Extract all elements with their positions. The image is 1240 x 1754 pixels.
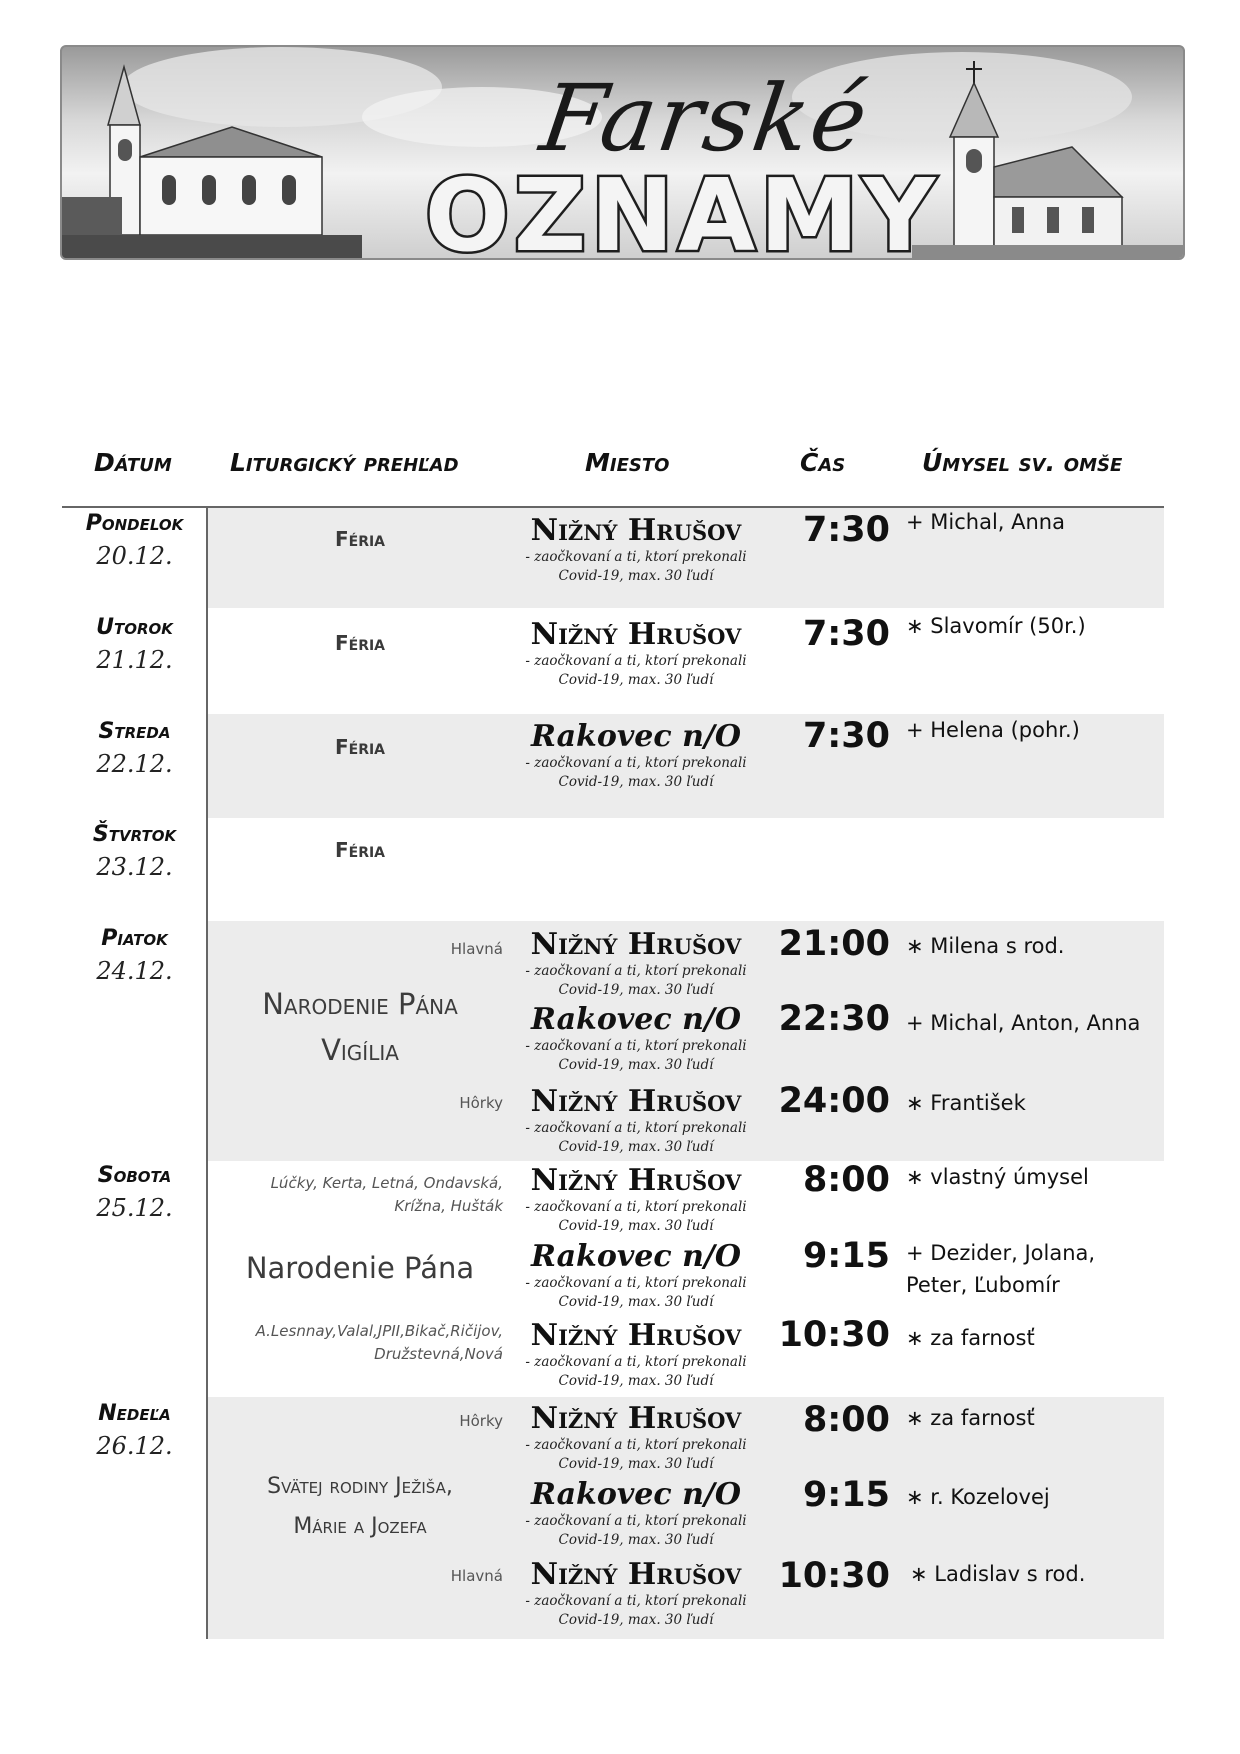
- mass-time: 7:30: [802, 510, 890, 550]
- day-date: 26.12.: [96, 1432, 173, 1460]
- mass-note: [220, 1172, 503, 1218]
- liturgy-thursday: Féria: [334, 838, 386, 862]
- mass-place: [510, 720, 762, 792]
- mass-time: 21:00: [778, 924, 890, 964]
- day-sunday: [62, 1401, 207, 1460]
- header-banner: [60, 45, 1185, 260]
- place-name: Nižný Hrušov: [530, 617, 742, 652]
- place-note-line2: Covid-19, max. 30 ľudí: [558, 1456, 714, 1472]
- place-note-line1: - zaočkovaní a ti, ktorí prekonali: [525, 549, 747, 565]
- place-note-line1: - zaočkovaní a ti, ktorí prekonali: [525, 1513, 747, 1529]
- place-note-line1: - zaočkovaní a ti, ktorí prekonali: [525, 1275, 747, 1291]
- liturgy-line1: Narodenie Pána: [262, 987, 458, 1021]
- day-name: Piatok: [101, 926, 168, 951]
- mass-time: 7:30: [802, 614, 890, 654]
- day-date: 23.12.: [96, 853, 173, 881]
- liturgy-sunday: [220, 1467, 500, 1547]
- place-note-line1: - zaočkovaní a ti, ktorí prekonali: [525, 1120, 747, 1136]
- mass-place: [510, 1558, 762, 1630]
- place-note-line1: - zaočkovaní a ti, ktorí prekonali: [525, 1593, 747, 1609]
- day-monday: [62, 511, 207, 570]
- mass-place: [510, 1319, 762, 1391]
- mass-intention: ∗ vlastný úmysel: [906, 1165, 1089, 1189]
- day-name: Sobota: [97, 1163, 172, 1188]
- place-name: Rakovec n/O: [531, 1239, 741, 1274]
- mass-note: [220, 1320, 503, 1366]
- place-note-line1: - zaočkovaní a ti, ktorí prekonali: [525, 1354, 747, 1370]
- place-note-line2: Covid-19, max. 30 ľudí: [558, 1532, 714, 1548]
- mass-place: [510, 1164, 762, 1236]
- mass-note: Hôrky: [459, 1412, 503, 1430]
- mass-intention: ∗ Ladislav s rod.: [910, 1562, 1086, 1586]
- place-note-line1: - zaočkovaní a ti, ktorí prekonali: [525, 963, 747, 979]
- mass-place: [510, 1240, 762, 1312]
- day-name: Streda: [98, 719, 171, 744]
- day-date: 22.12.: [96, 750, 173, 778]
- day-name: Nedeľa: [98, 1401, 171, 1426]
- place-note-line2: Covid-19, max. 30 ľudí: [558, 774, 714, 790]
- place-name: Nižný Hrušov: [530, 1084, 742, 1119]
- mass-note: Hôrky: [459, 1094, 503, 1112]
- place-name: Nižný Hrušov: [530, 1557, 742, 1592]
- mass-time: 10:30: [778, 1556, 890, 1596]
- mass-note: Hlavná: [450, 1567, 503, 1585]
- mass-place: [510, 1085, 762, 1157]
- mass-time: 22:30: [778, 999, 890, 1039]
- mass-note-line1: Lúčky, Kerta, Letná, Ondavská,: [270, 1174, 503, 1192]
- header-intention: Úmysel sv. omše: [922, 448, 1123, 477]
- liturgy-tuesday: Féria: [334, 631, 386, 655]
- place-note-line2: Covid-19, max. 30 ľudí: [558, 1139, 714, 1155]
- place-note-line2: Covid-19, max. 30 ľudí: [558, 568, 714, 584]
- mass-intention: ∗ Slavomír (50r.): [906, 614, 1086, 638]
- mass-intention: ∗ František: [906, 1091, 1026, 1115]
- mass-place: [510, 928, 762, 1000]
- liturgy-wednesday: Féria: [334, 735, 386, 759]
- place-note-line1: - zaočkovaní a ti, ktorí prekonali: [525, 1437, 747, 1453]
- place-name: Nižný Hrušov: [530, 513, 742, 548]
- place-note-line1: - zaočkovaní a ti, ktorí prekonali: [525, 1199, 747, 1215]
- place-note-line1: - zaočkovaní a ti, ktorí prekonali: [525, 653, 747, 669]
- mass-place: [510, 1478, 762, 1550]
- mass-intention: + Michal, Anton, Anna: [906, 1011, 1141, 1035]
- liturgy-friday: [220, 981, 500, 1073]
- place-name: Nižný Hrušov: [530, 1163, 742, 1198]
- day-tuesday: [62, 615, 207, 674]
- mass-intention: ∗ za farnosť: [906, 1406, 1035, 1430]
- place-name: Rakovec n/O: [531, 1002, 741, 1037]
- mass-intention: [906, 1237, 1161, 1301]
- place-name: Nižný Hrušov: [530, 927, 742, 962]
- mass-note-line2: Družstevná,Nová: [374, 1345, 503, 1363]
- header-time: Čas: [800, 448, 846, 477]
- day-date: 21.12.: [96, 646, 173, 674]
- header-liturgy: Liturgický prehľad: [230, 448, 459, 477]
- day-wednesday: [62, 719, 207, 778]
- header-date: Dátum: [94, 448, 172, 477]
- mass-intention: ∗ r. Kozelovej: [906, 1485, 1050, 1509]
- mass-intention-line1: + Dezider, Jolana,: [906, 1241, 1096, 1265]
- liturgy-saturday: Narodenie Pána: [245, 1251, 475, 1285]
- place-note-line2: Covid-19, max. 30 ľudí: [558, 672, 714, 688]
- mass-note-line1: A.Lesnnay,Valal,JPII,Bikač,Ričijov,: [255, 1322, 503, 1340]
- mass-time: 10:30: [778, 1315, 890, 1355]
- liturgy-line1: Svätej rodiny Ježiša,: [267, 1474, 453, 1499]
- mass-place: [510, 1003, 762, 1075]
- place-name: Nižný Hrušov: [530, 1401, 742, 1436]
- day-friday: [62, 926, 207, 985]
- day-saturday: [62, 1163, 207, 1222]
- mass-intention: + Michal, Anna: [906, 510, 1065, 534]
- mass-time: 7:30: [802, 716, 890, 756]
- header-place: Miesto: [585, 448, 670, 477]
- place-note-line1: - zaočkovaní a ti, ktorí prekonali: [525, 755, 747, 771]
- mass-intention: + Helena (pohr.): [906, 718, 1080, 742]
- day-date: 24.12.: [96, 957, 173, 985]
- mass-intention: ∗ za farnosť: [906, 1326, 1035, 1350]
- place-note-line2: Covid-19, max. 30 ľudí: [558, 982, 714, 998]
- mass-time: 9:15: [802, 1236, 890, 1276]
- banner-main-title: OZNAMY: [424, 157, 940, 260]
- mass-place: [510, 514, 762, 586]
- mass-time: 8:00: [802, 1160, 890, 1200]
- place-note-line2: Covid-19, max. 30 ľudí: [558, 1373, 714, 1389]
- liturgy-line2: Márie a Jozefa: [293, 1514, 427, 1539]
- mass-time: 24:00: [778, 1081, 890, 1121]
- day-date: 20.12.: [96, 542, 173, 570]
- place-note-line2: Covid-19, max. 30 ľudí: [558, 1218, 714, 1234]
- mass-intention-line2: Peter, Ľubomír: [906, 1273, 1060, 1297]
- mass-note-line2: Krížna, Hušták: [394, 1197, 503, 1215]
- banner-script-title: Farské: [534, 65, 876, 172]
- day-date: 25.12.: [96, 1194, 173, 1222]
- place-name: Nižný Hrušov: [530, 1318, 742, 1353]
- place-name: Rakovec n/O: [531, 719, 741, 754]
- place-note-line2: Covid-19, max. 30 ľudí: [558, 1057, 714, 1073]
- day-name: Pondelok: [85, 511, 184, 536]
- day-name: Utorok: [96, 615, 173, 640]
- day-thursday: [62, 822, 207, 881]
- place-note-line2: Covid-19, max. 30 ľudí: [558, 1294, 714, 1310]
- mass-place: [510, 1402, 762, 1474]
- mass-time: 8:00: [802, 1400, 890, 1440]
- place-note-line2: Covid-19, max. 30 ľudí: [558, 1612, 714, 1628]
- liturgy-line2: Vigília: [321, 1033, 399, 1067]
- mass-note: Hlavná: [450, 940, 503, 958]
- mass-intention: ∗ Milena s rod.: [906, 934, 1065, 958]
- place-name: Rakovec n/O: [531, 1477, 741, 1512]
- liturgy-monday: Féria: [334, 527, 386, 551]
- mass-time: 9:15: [802, 1475, 890, 1515]
- place-note-line1: - zaočkovaní a ti, ktorí prekonali: [525, 1038, 747, 1054]
- mass-place: [510, 618, 762, 690]
- day-name: Štvrtok: [92, 822, 177, 847]
- table-date-divider: [206, 506, 208, 1639]
